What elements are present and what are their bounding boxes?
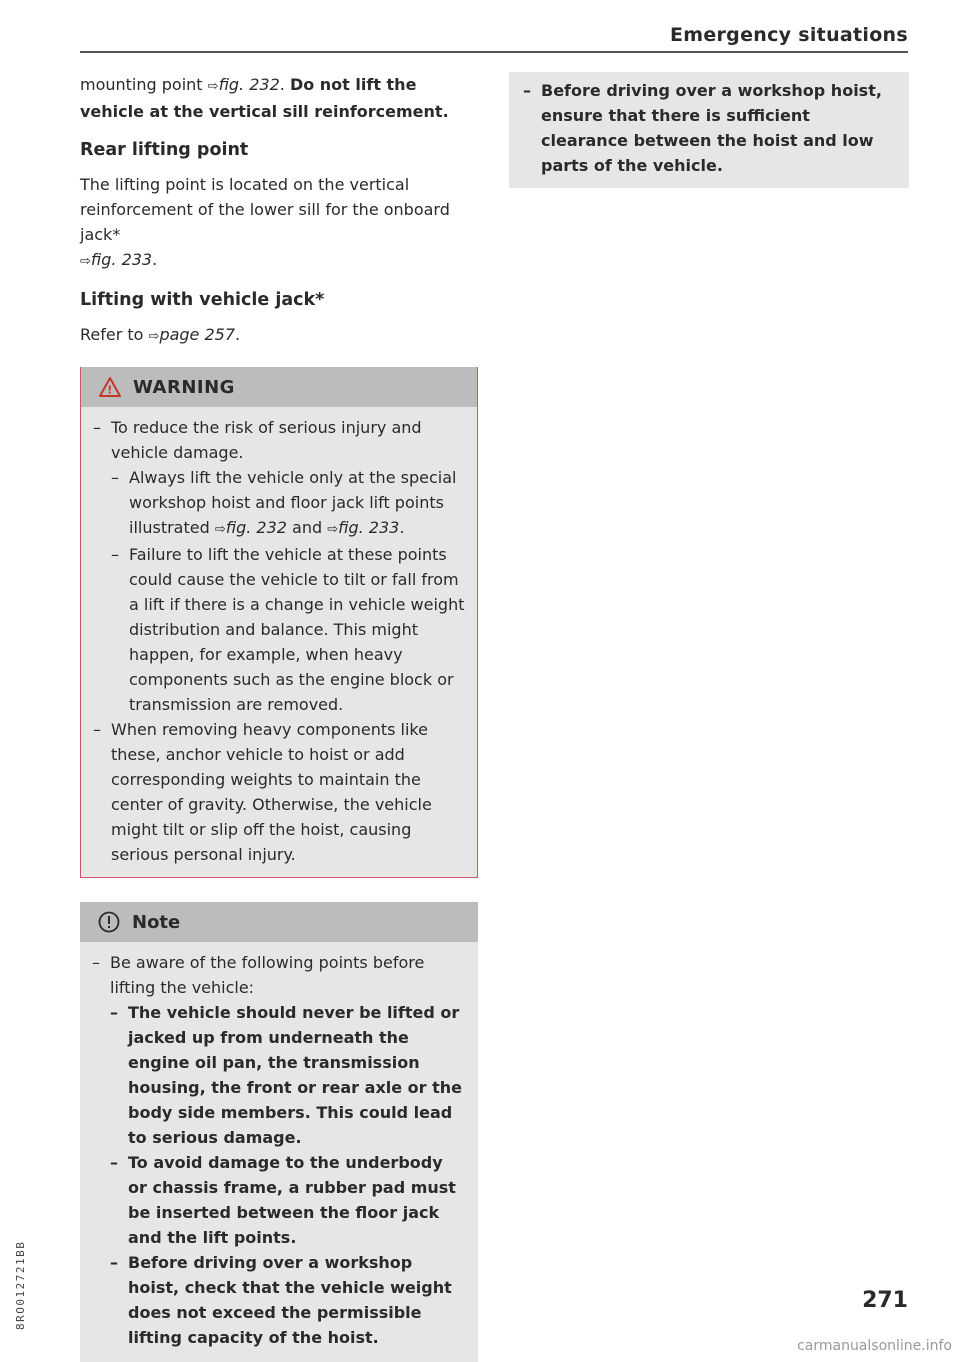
list-item [93,415,465,717]
jack-suffix: . [235,325,241,344]
note-header [80,902,478,942]
fig-232-link[interactable]: fig. 232 [225,518,287,537]
arrow-icon: ⇨ [148,329,160,344]
note-continuation-box [509,72,909,188]
document-code: 8RO012721BB [14,1240,27,1330]
arrow-icon: ⇨ [327,522,339,537]
note-title: Note [132,911,181,933]
list-item [92,950,466,1350]
warning-triangle-icon [99,377,121,397]
warning-body [81,407,477,877]
note-sub2-text: To avoid damage to the underbody or chassis frame, a rubber pad must be inserted between the floor jack and the lift points. [128,1153,456,1247]
section-title: Emergency situations [669,24,908,46]
warning-sub1-suffix: . [399,518,405,537]
list-item [110,1000,466,1150]
page-257-link[interactable]: page 257 [159,325,236,344]
warning-header [81,367,477,407]
header-rule [80,51,908,53]
page-number: 271 [862,1288,908,1313]
arrow-icon: ⇨ [80,254,91,269]
svg-text:!: ! [107,383,113,397]
jack-lifting-heading: Lifting with vehicle jack* [80,290,325,310]
left-column [80,72,478,1362]
rear-lifting-heading: Rear lifting point [80,140,249,160]
list-item [111,542,465,717]
note-sub1-text: The vehicle should never be lifted or jacked up from underneath the engine oil pan, the transmission housing, the front or rear axle or the body side members. This could lead to serious damage. [128,1003,463,1147]
list-item [111,465,465,542]
note-continuation-list [523,78,895,178]
intro-bold-text: Do not lift the vehicle at the vertical sill reinforcement. [80,75,449,121]
warning-sublist [111,465,465,717]
warning-list [93,415,465,867]
list-item [110,1150,466,1250]
note-body [80,942,478,1362]
fig-233-link[interactable]: fig. 233 [338,518,400,537]
intro-sep: . [279,75,290,94]
warning-box [80,367,478,878]
warning-sub2-text: Failure to lift the vehicle at these points could cause the vehicle to tilt or fall from a lift if there is a change in vehicle weight distribution and balance. This might happen, for example, when heavy components such as the engine block or transmission are removed. [129,545,465,714]
rear-lifting-text: The lifting point is located on the vertical reinforcement of the lower sill for the onboard jack* [80,175,450,244]
arrow-icon: ⇨ [214,522,226,537]
list-item [93,717,465,867]
warning-item-text: To reduce the risk of serious injury and vehicle damage. [111,418,422,462]
arrow-icon: ⇨ [207,79,219,94]
rear-lifting-paragraph [80,172,478,274]
warning-sub1-and: and [286,518,328,537]
right-column [509,72,909,188]
note-list [92,950,466,1350]
warning-item2-text: When removing heavy components like these, anchor vehicle to hoist or add corresponding weights to maintain the center of gravity. Otherwise, the vehicle might tilt or slip off the hoist, causing serious personal injury. [111,720,432,864]
note-box [80,902,478,1362]
note-item-text: Be aware of the following points before lifting the vehicle: [110,953,425,997]
list-item [110,1250,466,1350]
watermark: carmanualsonline.info [797,1338,952,1354]
jack-prefix: Refer to [80,325,149,344]
exclamation-circle-icon [98,911,120,933]
note-sublist [110,1000,466,1350]
intro-paragraph [80,72,478,124]
note-continuation-text: Before driving over a workshop hoist, ensure that there is sufficient clearance between the hoist and low parts of the vehicle. [541,81,882,175]
fig-233-link[interactable]: fig. 233 [90,250,153,269]
list-item [523,78,895,178]
rear-suffix: . [152,250,158,269]
fig-232-link[interactable]: fig. 232 [218,75,280,94]
note-sub3-text: Before driving over a workshop hoist, check that the vehicle weight does not exceed the permissible lifting capacity of the hoist. [128,1253,452,1347]
warning-title: WARNING [133,376,235,398]
intro-text: mounting point [80,75,208,94]
jack-paragraph [80,322,478,349]
warning-sub1-text: Always lift the vehicle only at the special workshop hoist and floor jack lift points illustrated [129,468,457,537]
